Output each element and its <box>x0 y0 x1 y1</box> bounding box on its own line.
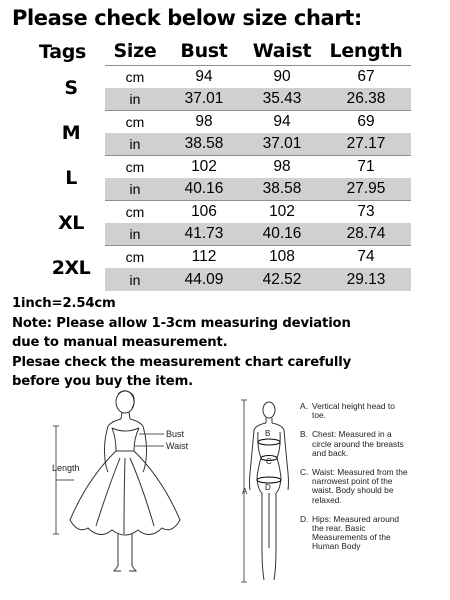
waist-cell: 98 <box>243 155 321 178</box>
body-measurement-illustration <box>240 398 298 588</box>
unit-cell: cm <box>105 201 165 224</box>
deviation-note-line1: Note: Please allow 1-3cm measuring deviation <box>12 315 351 331</box>
bust-cell: 38.58 <box>165 133 243 156</box>
unit-cell: cm <box>105 246 165 269</box>
legend-key: C. <box>300 467 309 478</box>
table-row <box>37 110 411 133</box>
waist-cell: 42.52 <box>243 268 321 291</box>
legend-item <box>300 515 448 552</box>
bust-cell: 94 <box>165 65 243 88</box>
dress-sketch-illustration <box>48 388 198 593</box>
length-cell: 28.74 <box>321 223 411 246</box>
waist-cell: 90 <box>243 65 321 88</box>
size-tag: S <box>37 65 105 110</box>
length-cell: 73 <box>321 201 411 224</box>
conversion-note: 1inch=2.54cm <box>12 296 116 311</box>
length-cell: 29.13 <box>321 268 411 291</box>
deviation-note-line2: due to manual measurement. <box>12 335 228 351</box>
bust-cell: 102 <box>165 155 243 178</box>
legend-text: Hips: Measured around the rear. Basic Measurements of the Human Body <box>312 513 400 552</box>
header-bust: Bust <box>165 38 243 65</box>
size-tag: M <box>37 110 105 155</box>
unit-cell: in <box>105 88 165 111</box>
legend-text: Chest: Measured in a circle around the breasts and back. <box>312 429 404 458</box>
length-cell: 27.17 <box>321 133 411 156</box>
marker-d: D <box>265 483 271 492</box>
bust-cell: 37.01 <box>165 88 243 111</box>
length-cell: 26.38 <box>321 88 411 111</box>
bust-cell: 40.16 <box>165 178 243 201</box>
size-chart-table <box>37 38 411 291</box>
length-cell: 71 <box>321 155 411 178</box>
bust-cell: 106 <box>165 201 243 224</box>
unit-cell: cm <box>105 110 165 133</box>
unit-cell: cm <box>105 65 165 88</box>
header-tags: Tags <box>37 38 105 65</box>
unit-cell: in <box>105 133 165 156</box>
bust-cell: 41.73 <box>165 223 243 246</box>
legend-text: Vertical height head to toe. <box>312 401 395 421</box>
header-waist: Waist <box>243 38 321 65</box>
table-row <box>37 65 411 88</box>
unit-cell: in <box>105 268 165 291</box>
legend-key: B. <box>300 429 308 440</box>
marker-a: A <box>242 487 248 496</box>
length-label: Length <box>52 463 80 473</box>
unit-cell: cm <box>105 155 165 178</box>
size-tag: L <box>37 155 105 200</box>
size-tag: XL <box>37 201 105 246</box>
check-note-line1: Plesae check the measurement chart carefully <box>12 354 352 370</box>
bust-label: Bust <box>166 429 185 439</box>
check-note-line2: before you buy the item. <box>12 374 194 390</box>
marker-b: B <box>265 429 271 438</box>
table-row <box>37 155 411 178</box>
bust-cell: 44.09 <box>165 268 243 291</box>
header-length: Length <box>321 38 411 65</box>
legend-item <box>300 430 448 458</box>
legend-item <box>300 468 448 505</box>
size-tag: 2XL <box>37 246 105 291</box>
table-row <box>37 201 411 224</box>
header-size: Size <box>105 38 165 65</box>
length-cell: 69 <box>321 110 411 133</box>
waist-cell: 38.58 <box>243 178 321 201</box>
table-header-row <box>37 38 411 65</box>
waist-cell: 35.43 <box>243 88 321 111</box>
waist-cell: 40.16 <box>243 223 321 246</box>
length-cell: 27.95 <box>321 178 411 201</box>
table-row <box>37 246 411 269</box>
waist-cell: 94 <box>243 110 321 133</box>
bust-cell: 112 <box>165 246 243 269</box>
legend-key: A. <box>300 401 308 411</box>
unit-cell: in <box>105 223 165 246</box>
bust-cell: 98 <box>165 110 243 133</box>
waist-label: Waist <box>166 441 189 451</box>
length-cell: 67 <box>321 65 411 88</box>
waist-cell: 108 <box>243 246 321 269</box>
legend-text: Waist: Measured from the narrowest point of the waist. Body should be relaxed. <box>312 467 408 505</box>
legend-item <box>300 402 448 420</box>
measurement-legend <box>300 402 448 562</box>
size-chart-title: Please check below size chart: <box>12 6 362 30</box>
waist-cell: 102 <box>243 201 321 224</box>
length-cell: 74 <box>321 246 411 269</box>
legend-key: D. <box>300 513 309 524</box>
marker-c: C <box>266 457 272 466</box>
waist-cell: 37.01 <box>243 133 321 156</box>
notes-block <box>12 294 442 392</box>
unit-cell: in <box>105 178 165 201</box>
